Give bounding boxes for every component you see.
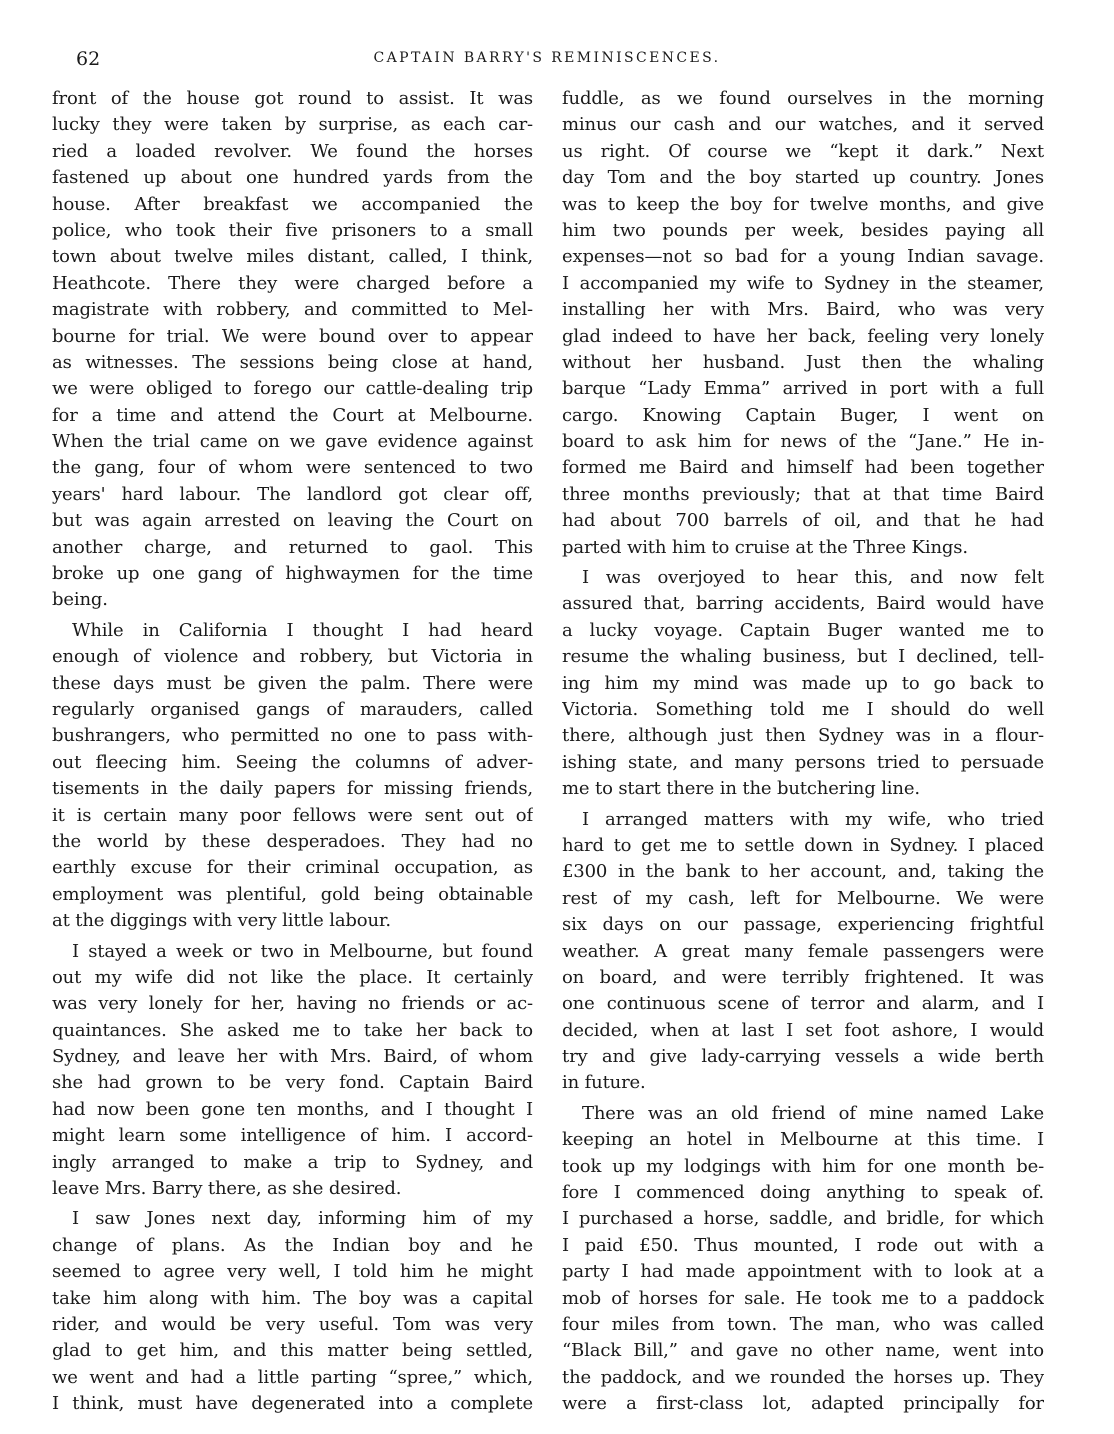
text-line: installing her with Mrs. Baird, who was very [562,299,1044,321]
text-line: Sydney, and leave her with Mrs. Baird, of whom [52,1046,533,1068]
text-line: quaintances. She asked me to take her back to [52,1019,533,1041]
text-line: resume the whaling business, but I declined, tell- [562,646,1044,668]
text-line: were a first-class lot, adapted principally for [562,1393,1044,1415]
right-column [562,86,1044,1418]
text-line: minus our cash and our watches, and it served [562,114,1044,136]
text-line: without her husband. Just then the whaling [562,351,1044,373]
text-line: fore I commenced doing anything to speak of. [562,1182,1044,1204]
text-line: I purchased a horse, saddle, and bridle, for which [562,1208,1044,1230]
left-column [52,86,533,1418]
text-line: three months previously; that at that time Baird [562,483,1044,505]
text-line: barque “Lady Emma” arrived in port with a full [562,378,1044,400]
page-number: 62 [76,48,101,70]
text-line: change of plans. As the Indian boy and he [52,1234,533,1256]
text-line: ingly arranged to make a trip to Sydney, and [52,1151,533,1173]
text-line: but was again arrested on leaving the Court on [52,510,533,532]
text-line: the paddock, and we rounded the horses up. They [562,1366,1044,1388]
text-line: was to keep the boy for twelve months, and give [562,193,1044,215]
text-line: cargo. Knowing Captain Buger, I went on [562,404,1044,426]
text-line: front of the house got round to assist. It was [52,88,533,109]
text-line: Heathcote. There they were charged before a [52,272,533,294]
text-line: ing him my mind was made up to go back to [562,672,1044,694]
text-line: take him along with him. The boy was a capital [52,1287,533,1309]
text-line: the gang, four of whom were sentenced to two [52,457,533,479]
text-line: regularly organised gangs of marauders, called [52,698,533,720]
text-line: glad to get him, and this matter being settled, [52,1340,533,1362]
text-line: had now been gone ten months, and I thought I [52,1098,533,1120]
text-line: rest of my cash, left for Melbourne. We were [562,887,1044,909]
text-line: ried a loaded revolver. We found the horses [52,140,533,162]
text-line: enough of violence and robbery, but Victoria in [52,646,533,668]
text-line: weather. A great many female passengers were [562,940,1044,962]
text-line: him two pounds per week, besides paying all [562,219,1044,241]
text-line: being. [52,589,108,611]
text-line: expenses—not so bad for a young Indian savage. [562,246,1044,268]
text-line: as witnesses. The sessions being close at hand, [52,351,533,373]
text-line: one continuous scene of terror and alarm, and I [562,993,1044,1015]
text-line: earthly excuse for their criminal occupation, as [52,857,533,879]
text-line: While in California I thought I had heard [72,619,533,641]
text-line: I think, must have degenerated into a complete [52,1393,533,1415]
text-line: formed me Baird and himself had been together [562,457,1044,479]
text-line: rider, and would be very useful. Tom was very [52,1313,533,1335]
text-line: I paid £50. Thus mounted, I rode out with a [562,1234,1044,1256]
text-line: board to ask him for news of the “Jane.” He in- [562,431,1044,453]
text-line: try and give lady-carrying vessels a wide berth [562,1046,1044,1068]
text-line: I was overjoyed to hear this, and now felt [582,567,1044,589]
text-line: police, who took their five prisoners to a small [52,219,533,241]
text-line: us right. Of course we “kept it dark.” Next [562,140,1044,162]
text-line: in future. [562,1072,646,1094]
text-line: decided, when at last I set foot ashore, I would [562,1019,1044,1041]
text-line: six days on our passage, experiencing frightful [562,914,1044,936]
text-line: I arranged matters with my wife, who tried [582,808,1044,830]
text-line: years' hard labour. The landlord got clear off, [52,483,533,505]
text-line: these days must be given the palm. There were [52,672,533,694]
text-line: glad indeed to have her back, feeling very lonely [562,325,1044,347]
text-line: me to start there in the butchering line. [562,778,920,800]
text-line: assured that, barring accidents, Baird would have [562,593,1044,615]
text-line: there, although just then Sydney was in a flour- [562,725,1044,747]
text-line: magistrate with robbery, and committed to Mel- [52,299,533,321]
text-line: was very lonely for her, having no friends or ac- [52,993,533,1015]
text-line: leave Mrs. Barry there, as she desired. [52,1178,402,1200]
text-line: There was an old friend of mine named Lake [582,1102,1044,1124]
text-line: we were obliged to forego our cattle-dealing trip [52,378,533,400]
text-line: broke up one gang of highwaymen for the time [52,563,533,585]
text-line: lucky they were taken by surprise, as each car- [52,114,533,136]
text-line: fuddle, as we found ourselves in the morning [562,88,1044,109]
text-line: she had grown to be very fond. Captain Baird [52,1072,533,1094]
text-line: I saw Jones next day, informing him of my [72,1208,533,1230]
text-line: on board, and were terribly frightened. It was [562,966,1044,988]
text-line: When the trial came on we gave evidence against [52,431,533,453]
text-line: mob of horses for sale. He took me to a paddock [562,1287,1044,1309]
text-line: out my wife did not like the place. It certainly [52,966,533,988]
text-line: bushrangers, who permitted no one to pass with- [52,725,533,747]
text-line: had about 700 barrels of oil, and that he had [562,510,1044,532]
text-line: tisements in the daily papers for missing friends, [52,778,533,800]
text-line: took up my lodgings with him for one month be- [562,1155,1044,1177]
text-line: it is certain many poor fellows were sent out of [52,804,533,826]
text-line: party I had made appointment with to look at a [562,1261,1044,1283]
text-line: a lucky voyage. Captain Buger wanted me to [562,619,1044,641]
text-line: employment was plentiful, gold being obtainable [52,883,533,905]
text-line: out fleecing him. Seeing the columns of adver- [52,751,533,773]
text-line: another charge, and returned to gaol. This [52,536,533,558]
text-line: I stayed a week or two in Melbourne, but found [72,940,533,962]
text-line: bourne for trial. We were bound over to appear [52,325,533,347]
text-line: I accompanied my wife to Sydney in the steamer, [562,272,1044,294]
page-header [52,48,1042,72]
text-line: parted with him to cruise at the Three Kings. [562,536,968,558]
text-line: keeping an hotel in Melbourne at this time. I [562,1129,1044,1151]
text-line: for a time and attend the Court at Melbourne. [52,404,533,426]
text-line: £300 in the bank to her account, and, taking the [562,861,1044,883]
text-line: might learn some intelligence of him. I accord- [52,1125,533,1147]
running-head: CAPTAIN BARRY'S REMINISCENCES. [373,50,721,66]
text-line: the world by these desperadoes. They had no [52,830,533,852]
text-line: Victoria. Something told me I should do well [562,698,1044,720]
text-line: ishing state, and many persons tried to persuade [562,751,1044,773]
text-line: “Black Bill,” and gave no other name, went into [562,1340,1044,1362]
text-line: town about twelve miles distant, called, I think, [52,246,533,268]
text-line: at the diggings with very little labour. [52,910,391,932]
text-line: seemed to agree very well, I told him he might [52,1261,533,1283]
text-line: we went and had a little parting “spree,” which, [52,1366,533,1388]
text-line: four miles from town. The man, who was called [562,1313,1044,1335]
text-line: hard to get me to settle down in Sydney. I placed [562,834,1044,856]
text-line: house. After breakfast we accompanied the [52,193,533,215]
text-line: day Tom and the boy started up country. Jones [562,167,1044,189]
text-line: fastened up about one hundred yards from the [52,167,533,189]
